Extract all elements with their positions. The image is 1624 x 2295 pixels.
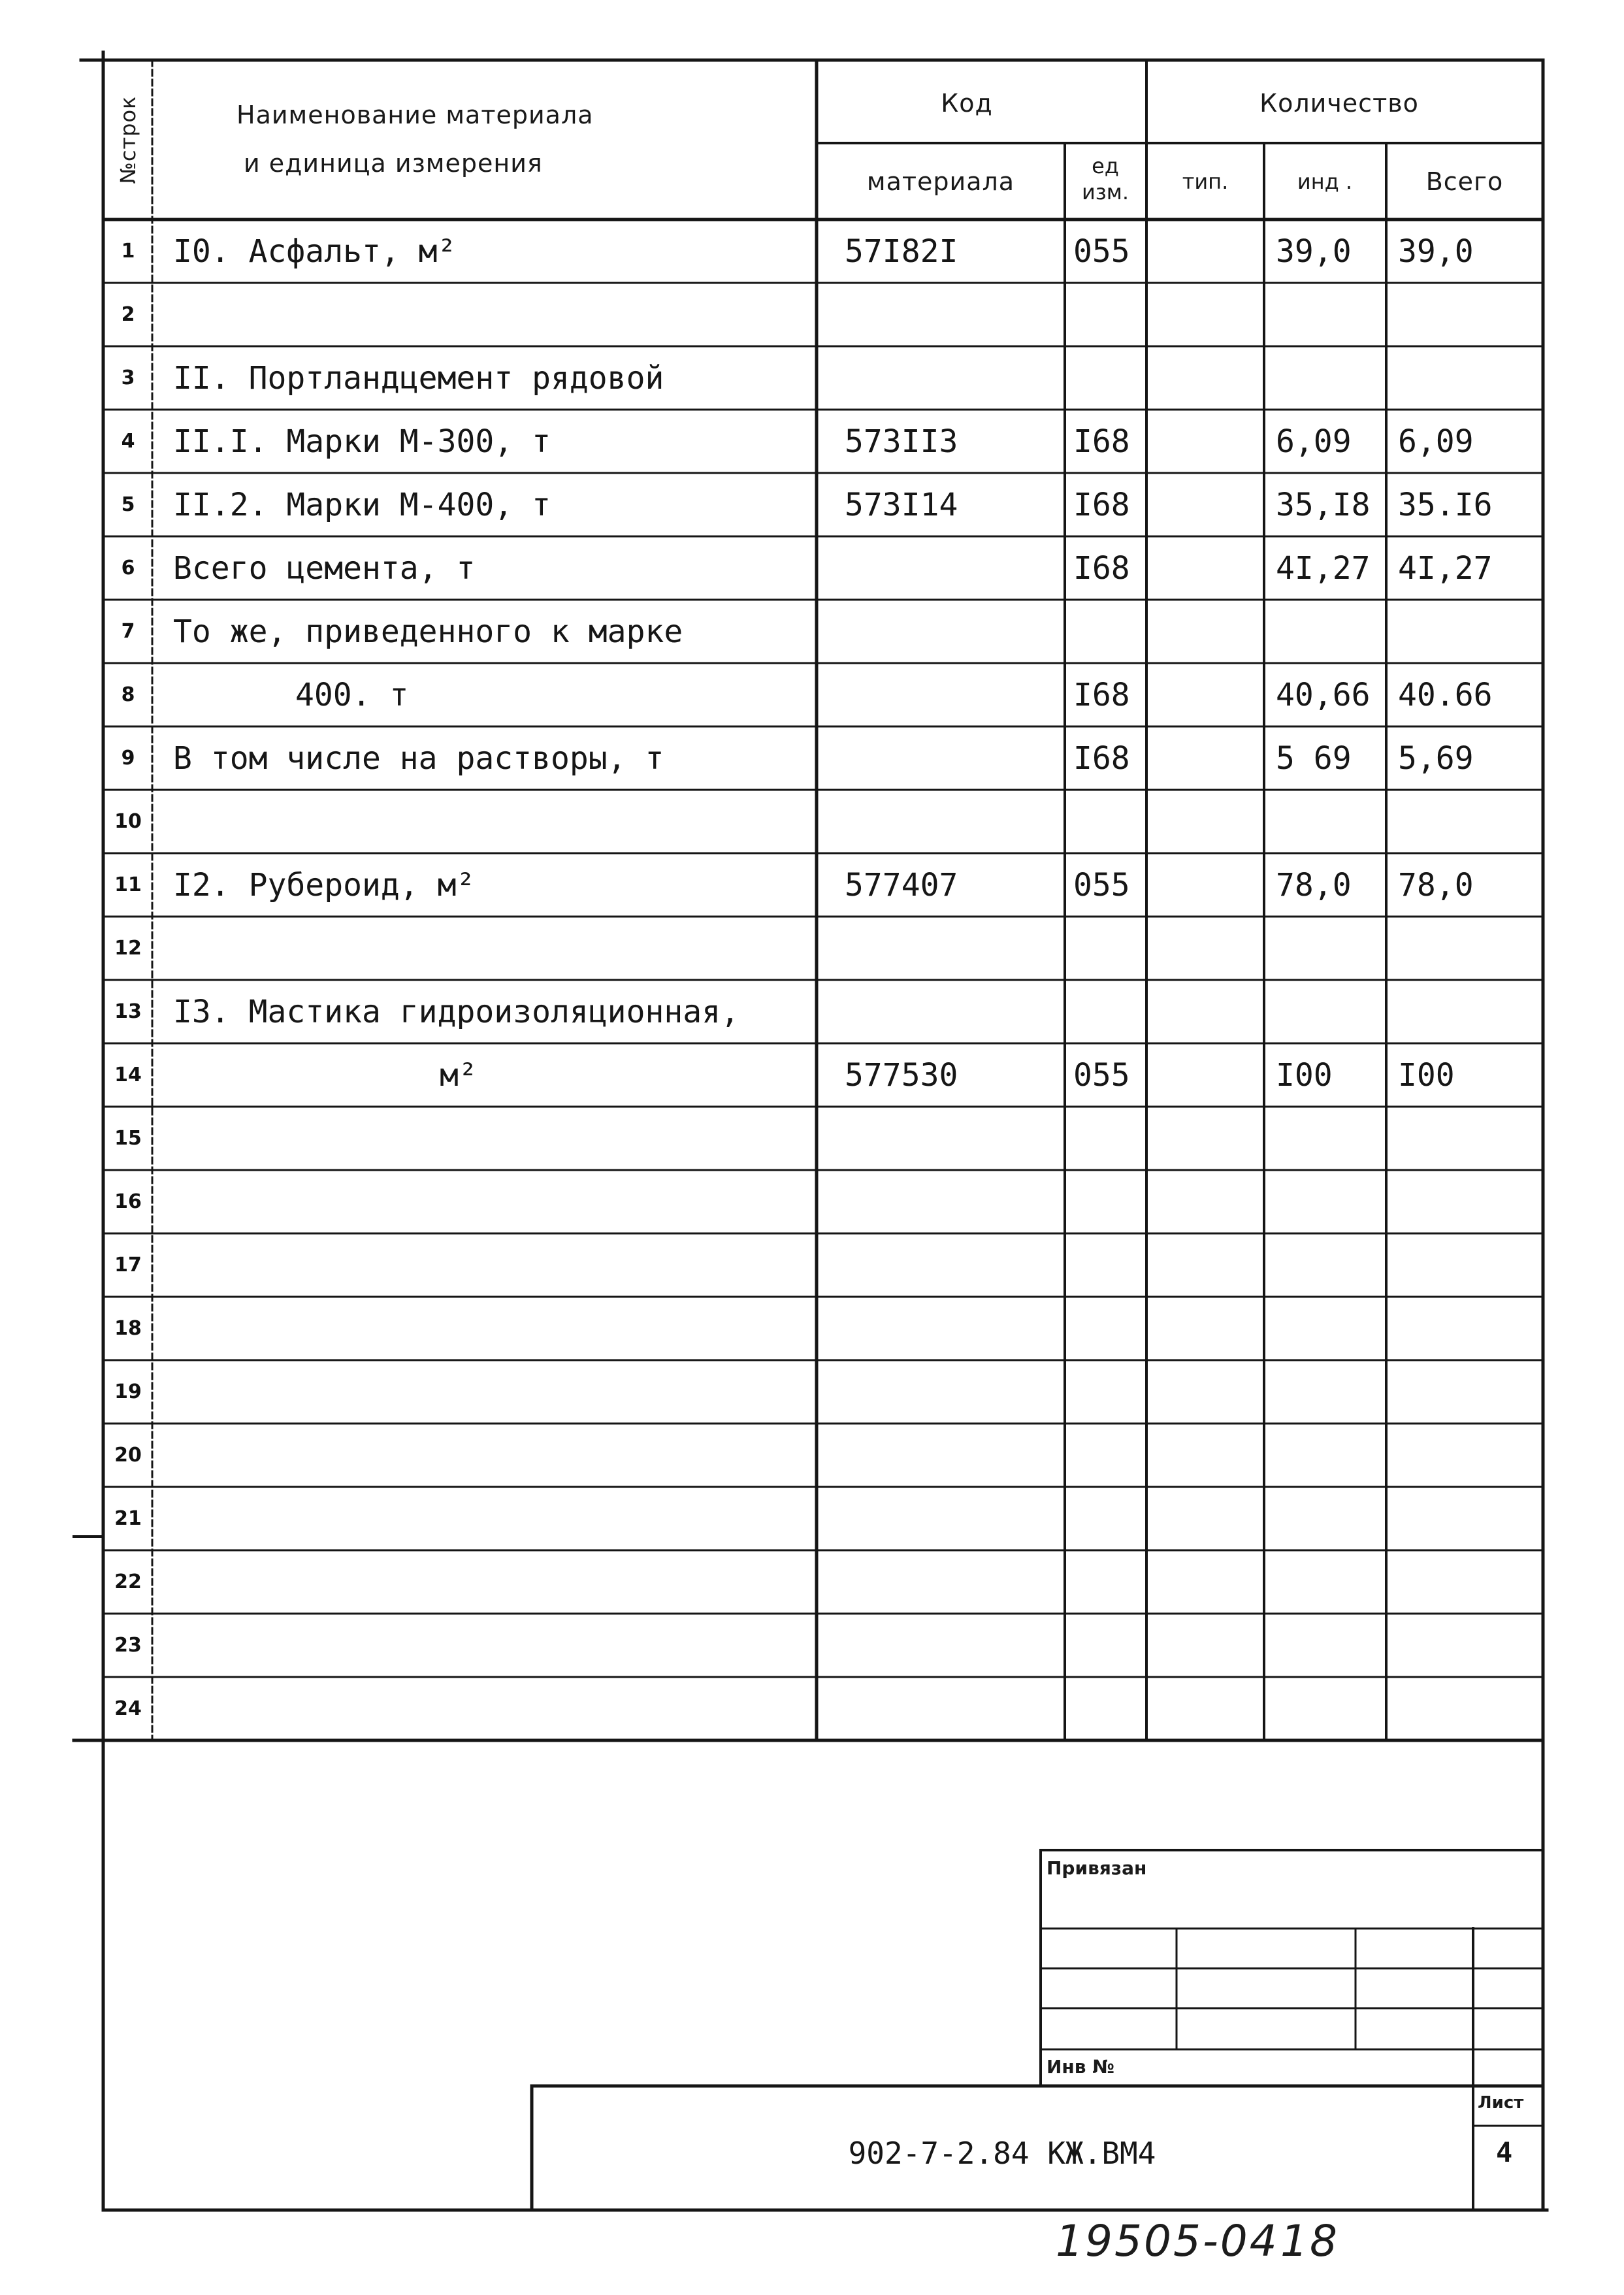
material-name: I2. Рубероид, м² bbox=[173, 866, 476, 903]
material-name: II.I. Марки М-300, т bbox=[173, 423, 551, 460]
table-row bbox=[0, 1614, 1624, 1677]
material-code: 573II3 bbox=[845, 423, 958, 460]
unit-header-line1: ед bbox=[1092, 154, 1119, 178]
document-designation: 902-7-2.84 КЖ.ВМ4 bbox=[848, 2136, 1156, 2171]
row-number: 24 bbox=[114, 1697, 142, 1720]
unit-code: 055 bbox=[1073, 866, 1130, 903]
table-row bbox=[0, 853, 1624, 917]
material-name: II. Портландцемент рядовой bbox=[173, 359, 664, 397]
unit-code: I68 bbox=[1073, 740, 1130, 777]
row-number: 20 bbox=[114, 1443, 142, 1467]
name-header-line1: Наименование материала bbox=[236, 101, 594, 129]
row-number: 11 bbox=[114, 873, 142, 896]
quantity-total: 78,0 bbox=[1398, 866, 1474, 903]
quantity-group-header: Количество bbox=[1259, 89, 1419, 118]
quantity-individual: 4I,27 bbox=[1276, 549, 1371, 587]
table-row bbox=[0, 726, 1624, 790]
table-row bbox=[0, 410, 1624, 473]
material-code: 577407 bbox=[845, 866, 958, 903]
row-number: 3 bbox=[121, 366, 135, 389]
quantity-total: 5,69 bbox=[1398, 740, 1474, 777]
table-row bbox=[0, 1297, 1624, 1360]
table-row bbox=[0, 1170, 1624, 1233]
table-row bbox=[0, 600, 1624, 663]
row-number: 22 bbox=[114, 1570, 142, 1593]
unit-code: I68 bbox=[1073, 549, 1130, 587]
row-number: 16 bbox=[114, 1190, 142, 1213]
quantity-total: 39,0 bbox=[1398, 233, 1474, 270]
row-number: 7 bbox=[121, 619, 135, 643]
material-name: То же, приведенного к марке bbox=[173, 613, 683, 650]
quantity-individual: 39,0 bbox=[1276, 233, 1352, 270]
material-name: В том числе на растворы, т bbox=[173, 740, 664, 777]
row-number: 8 bbox=[121, 683, 135, 706]
row-number: 14 bbox=[114, 1063, 142, 1086]
table-row bbox=[0, 663, 1624, 726]
table-row bbox=[0, 1487, 1624, 1550]
inventory-number-label: Инв № bbox=[1047, 2056, 1114, 2077]
row-number: 21 bbox=[114, 1506, 142, 1530]
unit-code: I68 bbox=[1073, 486, 1130, 523]
unit-code: I68 bbox=[1073, 423, 1130, 460]
material-name: I0. Асфальт, м² bbox=[173, 233, 457, 270]
table-row bbox=[0, 473, 1624, 536]
table-row bbox=[0, 917, 1624, 980]
material-code: 57I82I bbox=[845, 233, 958, 270]
table-row bbox=[0, 1424, 1624, 1487]
quantity-total: 40.66 bbox=[1398, 676, 1493, 713]
sheet-number: 4 bbox=[1496, 2136, 1513, 2168]
quantity-individual: 5 69 bbox=[1276, 740, 1352, 777]
unit-code: 055 bbox=[1073, 233, 1130, 270]
quantity-individual: 40,66 bbox=[1276, 676, 1371, 713]
row-number: 13 bbox=[114, 1000, 142, 1023]
handwritten-archive-number: 19505-04 bbox=[1056, 2216, 1279, 2266]
row-number: 6 bbox=[121, 556, 135, 579]
material-name: Всего цемента, т bbox=[173, 549, 476, 587]
table-row bbox=[0, 790, 1624, 853]
quantity-individual: 35,I8 bbox=[1276, 486, 1371, 523]
row-number: 15 bbox=[114, 1126, 142, 1150]
linked-label: Привязан bbox=[1047, 1857, 1147, 1879]
unit-code: I68 bbox=[1073, 676, 1130, 713]
table-row bbox=[0, 283, 1624, 346]
row-number: 18 bbox=[114, 1316, 142, 1340]
code-group-header: Код bbox=[941, 89, 993, 118]
material-code: 577530 bbox=[845, 1056, 958, 1094]
row-number: 17 bbox=[114, 1253, 142, 1277]
table-row bbox=[0, 1107, 1624, 1170]
quantity-total: 6,09 bbox=[1398, 423, 1474, 460]
table-row bbox=[0, 980, 1624, 1043]
unit-code: 055 bbox=[1073, 1056, 1130, 1094]
table-row bbox=[0, 220, 1624, 283]
material-name: I3. Мастика гидроизоляционная, bbox=[173, 993, 739, 1030]
table-row bbox=[0, 1677, 1624, 1740]
table-row bbox=[0, 1550, 1624, 1614]
row-number-header: №строк bbox=[116, 95, 140, 184]
material-code-header: материала bbox=[866, 167, 1015, 196]
quantity-individual: 6,09 bbox=[1276, 423, 1352, 460]
sheet-label: Лист bbox=[1478, 2093, 1524, 2113]
quantity-total: I00 bbox=[1398, 1056, 1455, 1094]
material-name: 400. т bbox=[295, 676, 409, 713]
table-row bbox=[0, 346, 1624, 410]
unit-header-line2: изм. bbox=[1081, 180, 1129, 204]
individual-header: инд . bbox=[1297, 169, 1353, 194]
material-name: м² bbox=[440, 1056, 478, 1094]
total-header: Всего bbox=[1425, 167, 1504, 196]
row-number: 23 bbox=[114, 1633, 142, 1657]
row-number: 5 bbox=[121, 493, 135, 516]
row-number: 4 bbox=[121, 429, 135, 453]
row-number: 2 bbox=[121, 302, 135, 326]
material-code: 573I14 bbox=[845, 486, 958, 523]
name-header-line2: и единица измерения bbox=[244, 149, 543, 178]
type-header: тип. bbox=[1182, 169, 1229, 194]
quantity-individual: I00 bbox=[1276, 1056, 1333, 1094]
quantity-total: 4I,27 bbox=[1398, 549, 1493, 587]
quantity-individual: 78,0 bbox=[1276, 866, 1352, 903]
handwritten-page-number: 18 bbox=[1280, 2216, 1339, 2266]
row-number: 12 bbox=[114, 936, 142, 960]
table-row bbox=[0, 1360, 1624, 1424]
row-number: 1 bbox=[121, 239, 135, 263]
quantity-total: 35.I6 bbox=[1398, 486, 1493, 523]
row-number: 19 bbox=[114, 1380, 142, 1403]
row-number: 9 bbox=[121, 746, 135, 770]
material-name: II.2. Марки М-400, т bbox=[173, 486, 551, 523]
table-row bbox=[0, 1233, 1624, 1297]
table-row bbox=[0, 536, 1624, 600]
row-number: 10 bbox=[114, 809, 142, 833]
table-row bbox=[0, 1043, 1624, 1107]
